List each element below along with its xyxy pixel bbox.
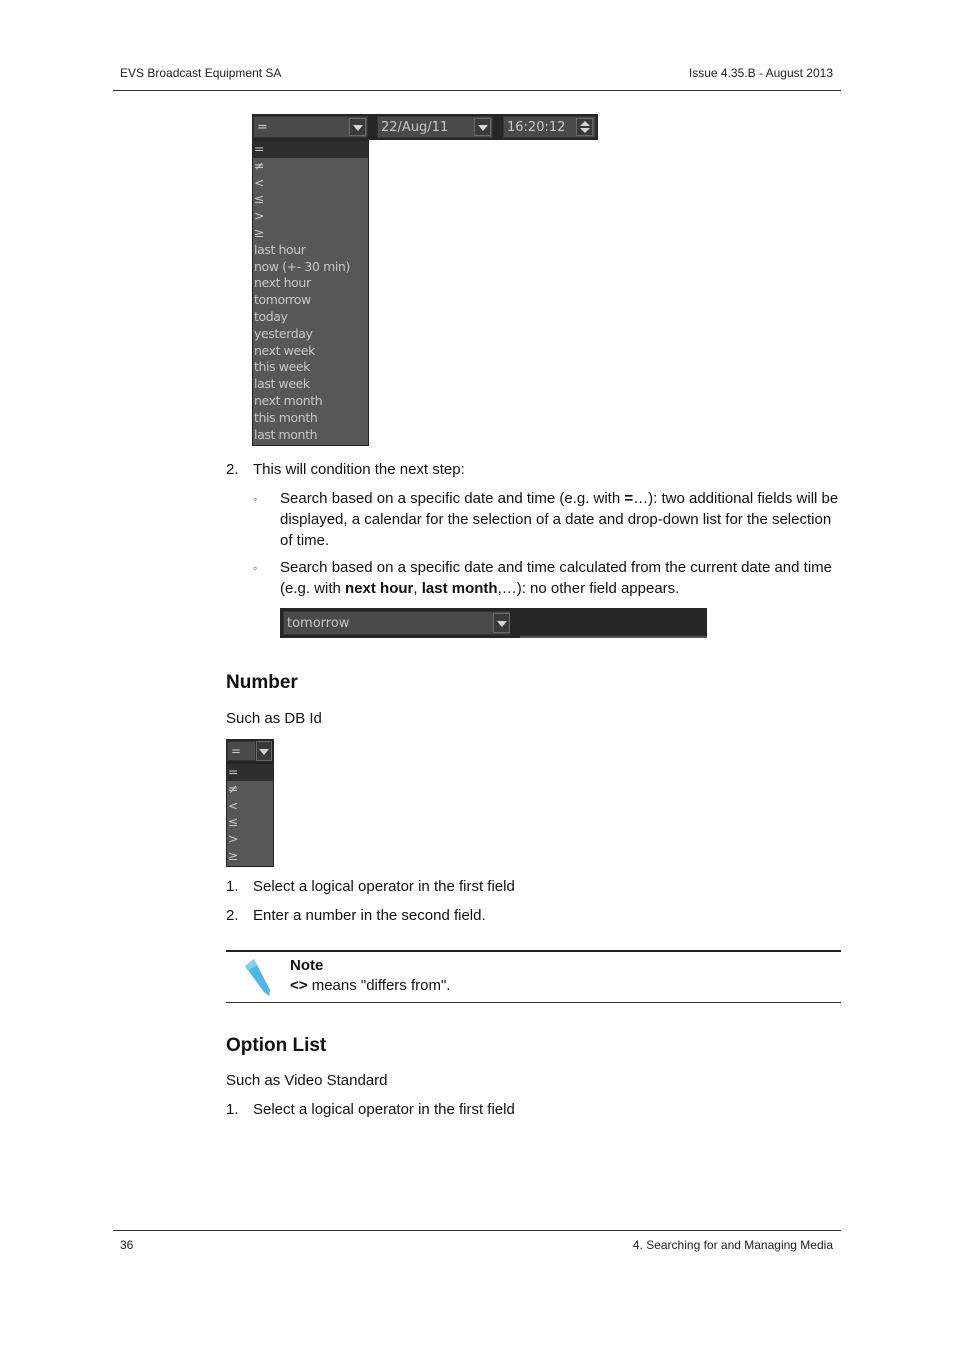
bullet-mark: ◦ [253,561,258,575]
list-number: 1. [226,1101,239,1118]
list-number: 1. [226,878,239,895]
dropdown-option[interactable]: yesterday [254,325,313,341]
dropdown-option[interactable]: ≥ [254,224,265,240]
list-number: 2. [226,907,239,924]
divider [520,636,707,638]
section-title-option-list: Option List [226,1035,327,1056]
section-title-number: Number [226,672,298,693]
step-text: Select a logical operator in the first field [253,878,515,895]
sub-item-relative-date: Search based on a specific date and time calculated from the current date and time (e.g. with next hour, last month,…): no other field appears. [280,559,832,597]
time-field[interactable]: 16:20:12 [503,116,596,138]
page-number: 36 [120,1238,134,1252]
step-text: Enter a number in the second field. [253,907,486,924]
date-operator-dropdown-list [252,140,369,446]
footer-rule [113,1230,841,1231]
date-operator-select[interactable]: = [253,116,368,138]
dropdown-option[interactable]: this month [254,409,318,425]
dropdown-option[interactable]: last hour [254,241,306,257]
pencil-icon [240,956,276,996]
number-filter-bar [226,739,274,763]
note-top-rule [226,950,841,952]
dropdown-option[interactable]: = [253,141,368,158]
step-text: This will condition the next step: [253,461,465,478]
date-picker-field[interactable]: 22/Aug/11 [377,116,493,138]
bullet-mark: ◦ [253,492,258,506]
dropdown-option[interactable]: > [254,208,265,224]
list-number: 2. [226,461,239,478]
note-title: Note [290,957,324,974]
section-subtitle: Such as DB Id [226,710,322,727]
dropdown-option[interactable]: next hour [254,275,311,291]
date-filter-bar [252,114,598,140]
number-operator-select[interactable]: = [227,741,256,761]
dropdown-option[interactable]: ≠ [254,157,265,173]
chevron-down-icon[interactable] [256,741,272,761]
time-spinner-icon[interactable] [576,118,593,136]
note-bottom-rule [226,1002,841,1003]
dropdown-option[interactable]: = [227,764,273,781]
footer-chapter: 4. Searching for and Managing Media [632,1238,833,1252]
dropdown-option[interactable]: ≠ [228,780,239,796]
chevron-down-icon[interactable] [349,118,366,136]
header-company: EVS Broadcast Equipment SA [120,66,282,80]
dropdown-option[interactable]: last week [254,376,310,392]
dropdown-option[interactable]: now (+- 30 min) [254,258,350,274]
dropdown-option[interactable]: this week [254,359,311,375]
dropdown-option[interactable]: next month [254,392,323,408]
dropdown-option[interactable]: last month [254,426,318,442]
dropdown-option[interactable]: ≥ [228,847,239,863]
note-text: <> means "differs from". [290,977,451,994]
dropdown-option[interactable]: next week [254,342,315,358]
header-issue: Issue 4.35.B - August 2013 [688,66,833,80]
step-text: Select a logical operator in the first field [253,1101,515,1118]
dropdown-option[interactable]: < [254,174,265,190]
dropdown-option[interactable]: ≤ [254,191,265,207]
relative-date-filter-bar [280,608,707,638]
header-rule [113,90,841,91]
number-operator-dropdown-list [226,763,274,867]
section-subtitle: Such as Video Standard [226,1072,388,1089]
dropdown-option[interactable]: < [228,797,239,813]
dropdown-option[interactable]: ≤ [228,814,239,830]
relative-operator-select[interactable]: tomorrow [283,611,510,635]
calendar-dropdown-icon[interactable] [474,118,491,136]
dropdown-option[interactable]: > [228,831,239,847]
chevron-down-icon[interactable] [493,613,510,633]
dropdown-option[interactable]: today [254,308,288,324]
sub-item-specific-date: Search based on a specific date and time (e.g. with =…): two additional fields will be displayed, a calendar for the selection of a date and drop-down list for the selection of time. [280,490,839,549]
dropdown-option[interactable]: tomorrow [254,292,311,308]
